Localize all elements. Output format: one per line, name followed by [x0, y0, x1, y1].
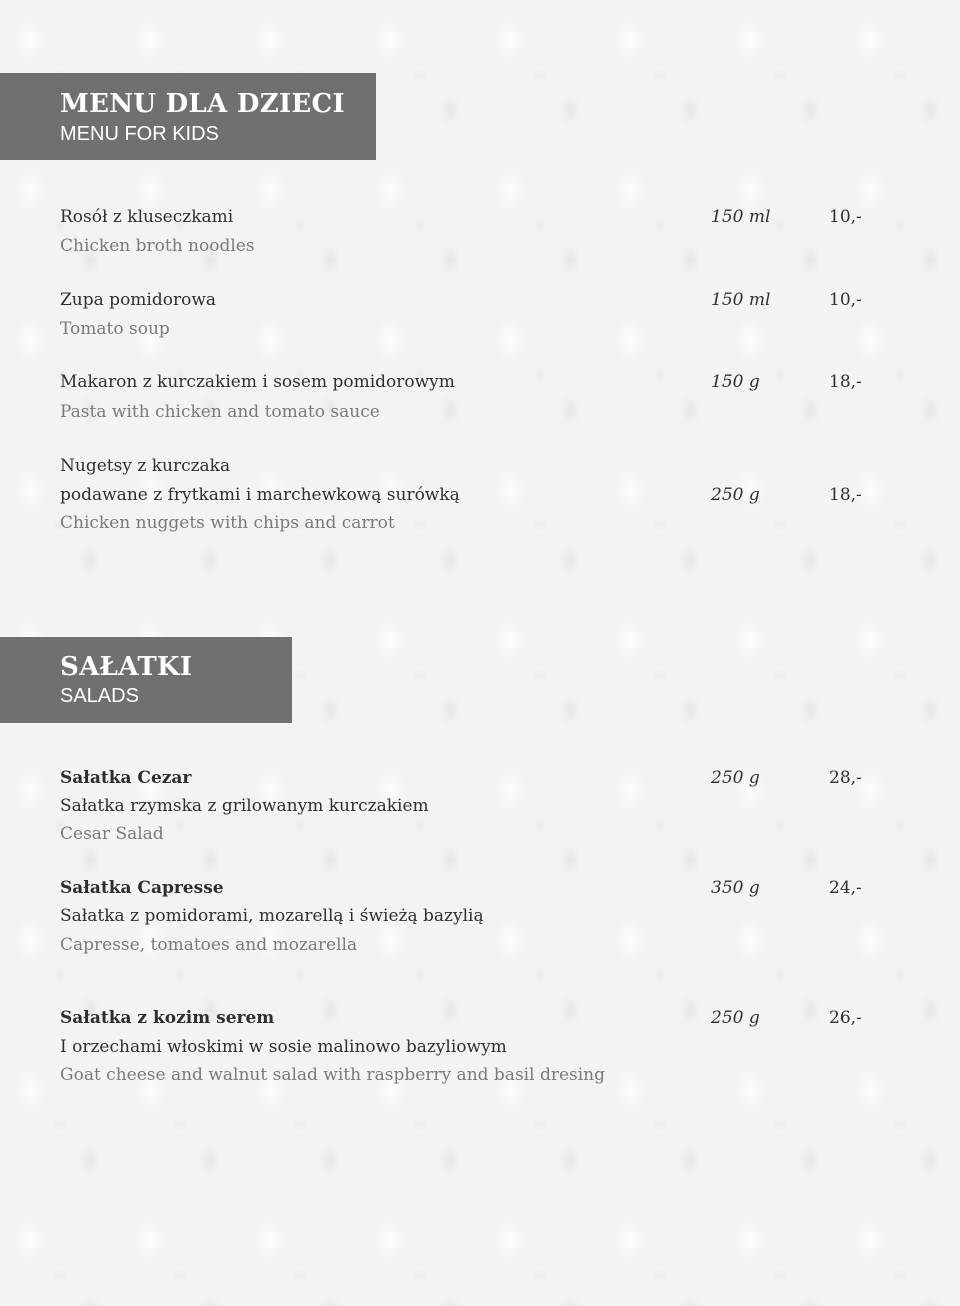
item-portion: 150 ml: [711, 290, 771, 310]
item-price: 10,-: [829, 290, 862, 310]
item-name-pl: Makaron z kurczakiem i sosem pomidorowym: [60, 372, 455, 392]
item-name-en: Cesar Salad: [60, 824, 164, 844]
item-name-pl: Rosół z kluseczkami: [60, 207, 234, 227]
item-portion: 250 g: [711, 768, 760, 788]
item-description-pl: Sałatka z pomidorami, mozarellą i świeżą bazylią: [60, 906, 484, 926]
item-price: 10,-: [829, 207, 862, 227]
kids-section-title: MENU DLA DZIECI: [60, 89, 346, 119]
item-name-en: Pasta with chicken and tomato sauce: [60, 402, 380, 422]
item-price: 18,-: [829, 372, 862, 392]
item-description-pl: Sałatka rzymska z grilowanym kurczakiem: [60, 796, 429, 816]
item-price: 24,-: [829, 878, 862, 898]
salads-section-subtitle: SALADS: [60, 685, 139, 707]
item-portion: 150 g: [711, 372, 760, 392]
item-name-en: Goat cheese and walnut salad with raspberry and basil dresing: [60, 1065, 606, 1085]
kids-section-subtitle: MENU FOR KIDS: [60, 123, 219, 145]
item-name-pl: Sałatka Capresse: [60, 878, 224, 898]
item-price: 26,-: [829, 1008, 862, 1028]
item-portion: 350 g: [711, 878, 760, 898]
item-description-pl: I orzechami włoskimi w sosie malinowo bazyliowym: [60, 1037, 507, 1057]
item-name-pl: Nugetsy z kurczaka: [60, 456, 231, 476]
item-name-en: Chicken broth noodles: [60, 236, 255, 256]
item-name-pl: Sałatka Cezar: [60, 768, 192, 788]
item-portion: 150 ml: [711, 207, 771, 227]
item-description-pl: podawane z frytkami i marchewkową surówką: [60, 485, 460, 505]
item-name-en: Tomato soup: [60, 319, 170, 339]
salads-section-header: [0, 637, 292, 723]
kids-section-header: [0, 73, 376, 160]
item-price: 28,-: [829, 768, 862, 788]
item-name-pl: Sałatka z kozim serem: [60, 1008, 275, 1028]
item-name-pl: Zupa pomidorowa: [60, 290, 217, 310]
item-name-en: Chicken nuggets with chips and carrot: [60, 513, 395, 533]
item-portion: 250 g: [711, 485, 760, 505]
item-portion: 250 g: [711, 1008, 760, 1028]
item-name-en: Capresse, tomatoes and mozarella: [60, 935, 358, 955]
salads-section-title: SAŁATKI: [60, 652, 193, 682]
item-price: 18,-: [829, 485, 862, 505]
